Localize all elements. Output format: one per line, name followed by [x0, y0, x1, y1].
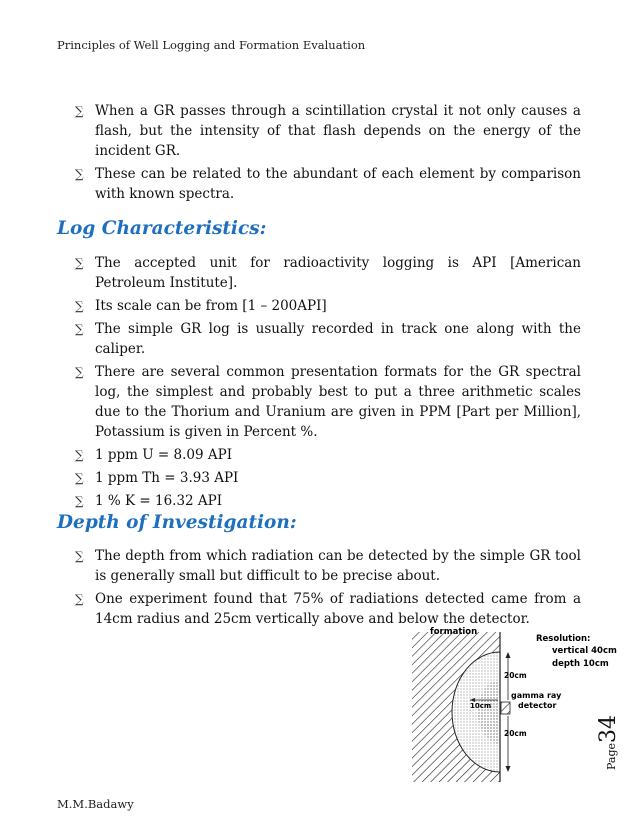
- page-number-label: [596, 712, 626, 770]
- bullet-mark: ∑: [75, 592, 84, 606]
- list-item: ∑ The simple GR log is usually recorded in track one along with the caliper.: [75, 321, 581, 357]
- label-20cm-bottom: 20cm: [504, 729, 527, 738]
- list-item: ∑ These can be related to the abundant of each element by comparison with known spectra.: [75, 166, 581, 202]
- bullet-mark: ∑: [75, 167, 84, 181]
- label-20cm-top: 20cm: [504, 671, 527, 680]
- label-detector: detector: [518, 701, 557, 710]
- label-10cm: 10cm: [470, 702, 492, 710]
- bullet-mark: ∑: [75, 471, 84, 485]
- page-footer-author: M.M.Badawy: [57, 797, 134, 811]
- list-item: ∑ One experiment found that 75% of radiations detected came from a 14cm radius and 25cm vertically above and below the detector.: [75, 591, 581, 627]
- section-heading-depth-of-investigation: Depth of Investigation:: [57, 512, 297, 533]
- label-gamma-ray: gamma ray: [511, 691, 562, 700]
- list-item: ∑ 1 ppm Th = 3.93 API: [75, 470, 239, 486]
- page-header: Principles of Well Logging and Formation Evaluation: [57, 38, 366, 52]
- detector-block: [501, 702, 510, 714]
- resolution-vertical: vertical 40cm: [552, 646, 617, 656]
- list-item: ∑ There are several common presentation formats for the GR spectral log, the simplest and probably best to put a three arithmetic scales due to the Thorium and Uranium are given in PPM [Part per Million], Potassium is given in Percent %.: [75, 364, 581, 440]
- bullet-mark: ∑: [75, 448, 84, 462]
- bullet-mark: ∑: [75, 256, 84, 270]
- list-item: ∑ 1 ppm U = 8.09 API: [75, 447, 233, 463]
- depth-bullet-list: [75, 546, 581, 632]
- list-item: ∑ Its scale can be from [1 – 200API]: [75, 298, 327, 314]
- page-number: 34: [596, 714, 621, 743]
- bullet-mark: ∑: [75, 494, 84, 508]
- page-word: Page: [605, 742, 618, 770]
- bullet-mark: ∑: [75, 549, 84, 563]
- bullet-mark: ∑: [75, 365, 84, 379]
- list-item: ∑ The depth from which radiation can be detected by the simple GR tool is generally small but difficult to be precise about.: [75, 548, 581, 584]
- bullet-mark: ∑: [75, 322, 84, 336]
- bullet-mark: ∑: [75, 104, 84, 118]
- list-item: ∑ The accepted unit for radioactivity logging is API [American Petroleum Institute].: [75, 255, 581, 291]
- formation-label: formation: [430, 627, 478, 637]
- list-item: ∑ When a GR passes through a scintillation crystal it not only causes a flash, but the intensity of that flash depends on the energy of the incident GR.: [75, 103, 581, 159]
- section-heading-log-characteristics: Log Characteristics:: [57, 218, 267, 239]
- intro-bullet-list: [75, 101, 581, 207]
- log-characteristics-bullet-list: [75, 253, 581, 514]
- list-item: ∑ 1 % K = 16.32 API: [75, 493, 223, 509]
- bullet-mark: ∑: [75, 299, 84, 313]
- resolution-depth: depth 10cm: [552, 659, 609, 669]
- resolution-title: Resolution:: [536, 634, 591, 644]
